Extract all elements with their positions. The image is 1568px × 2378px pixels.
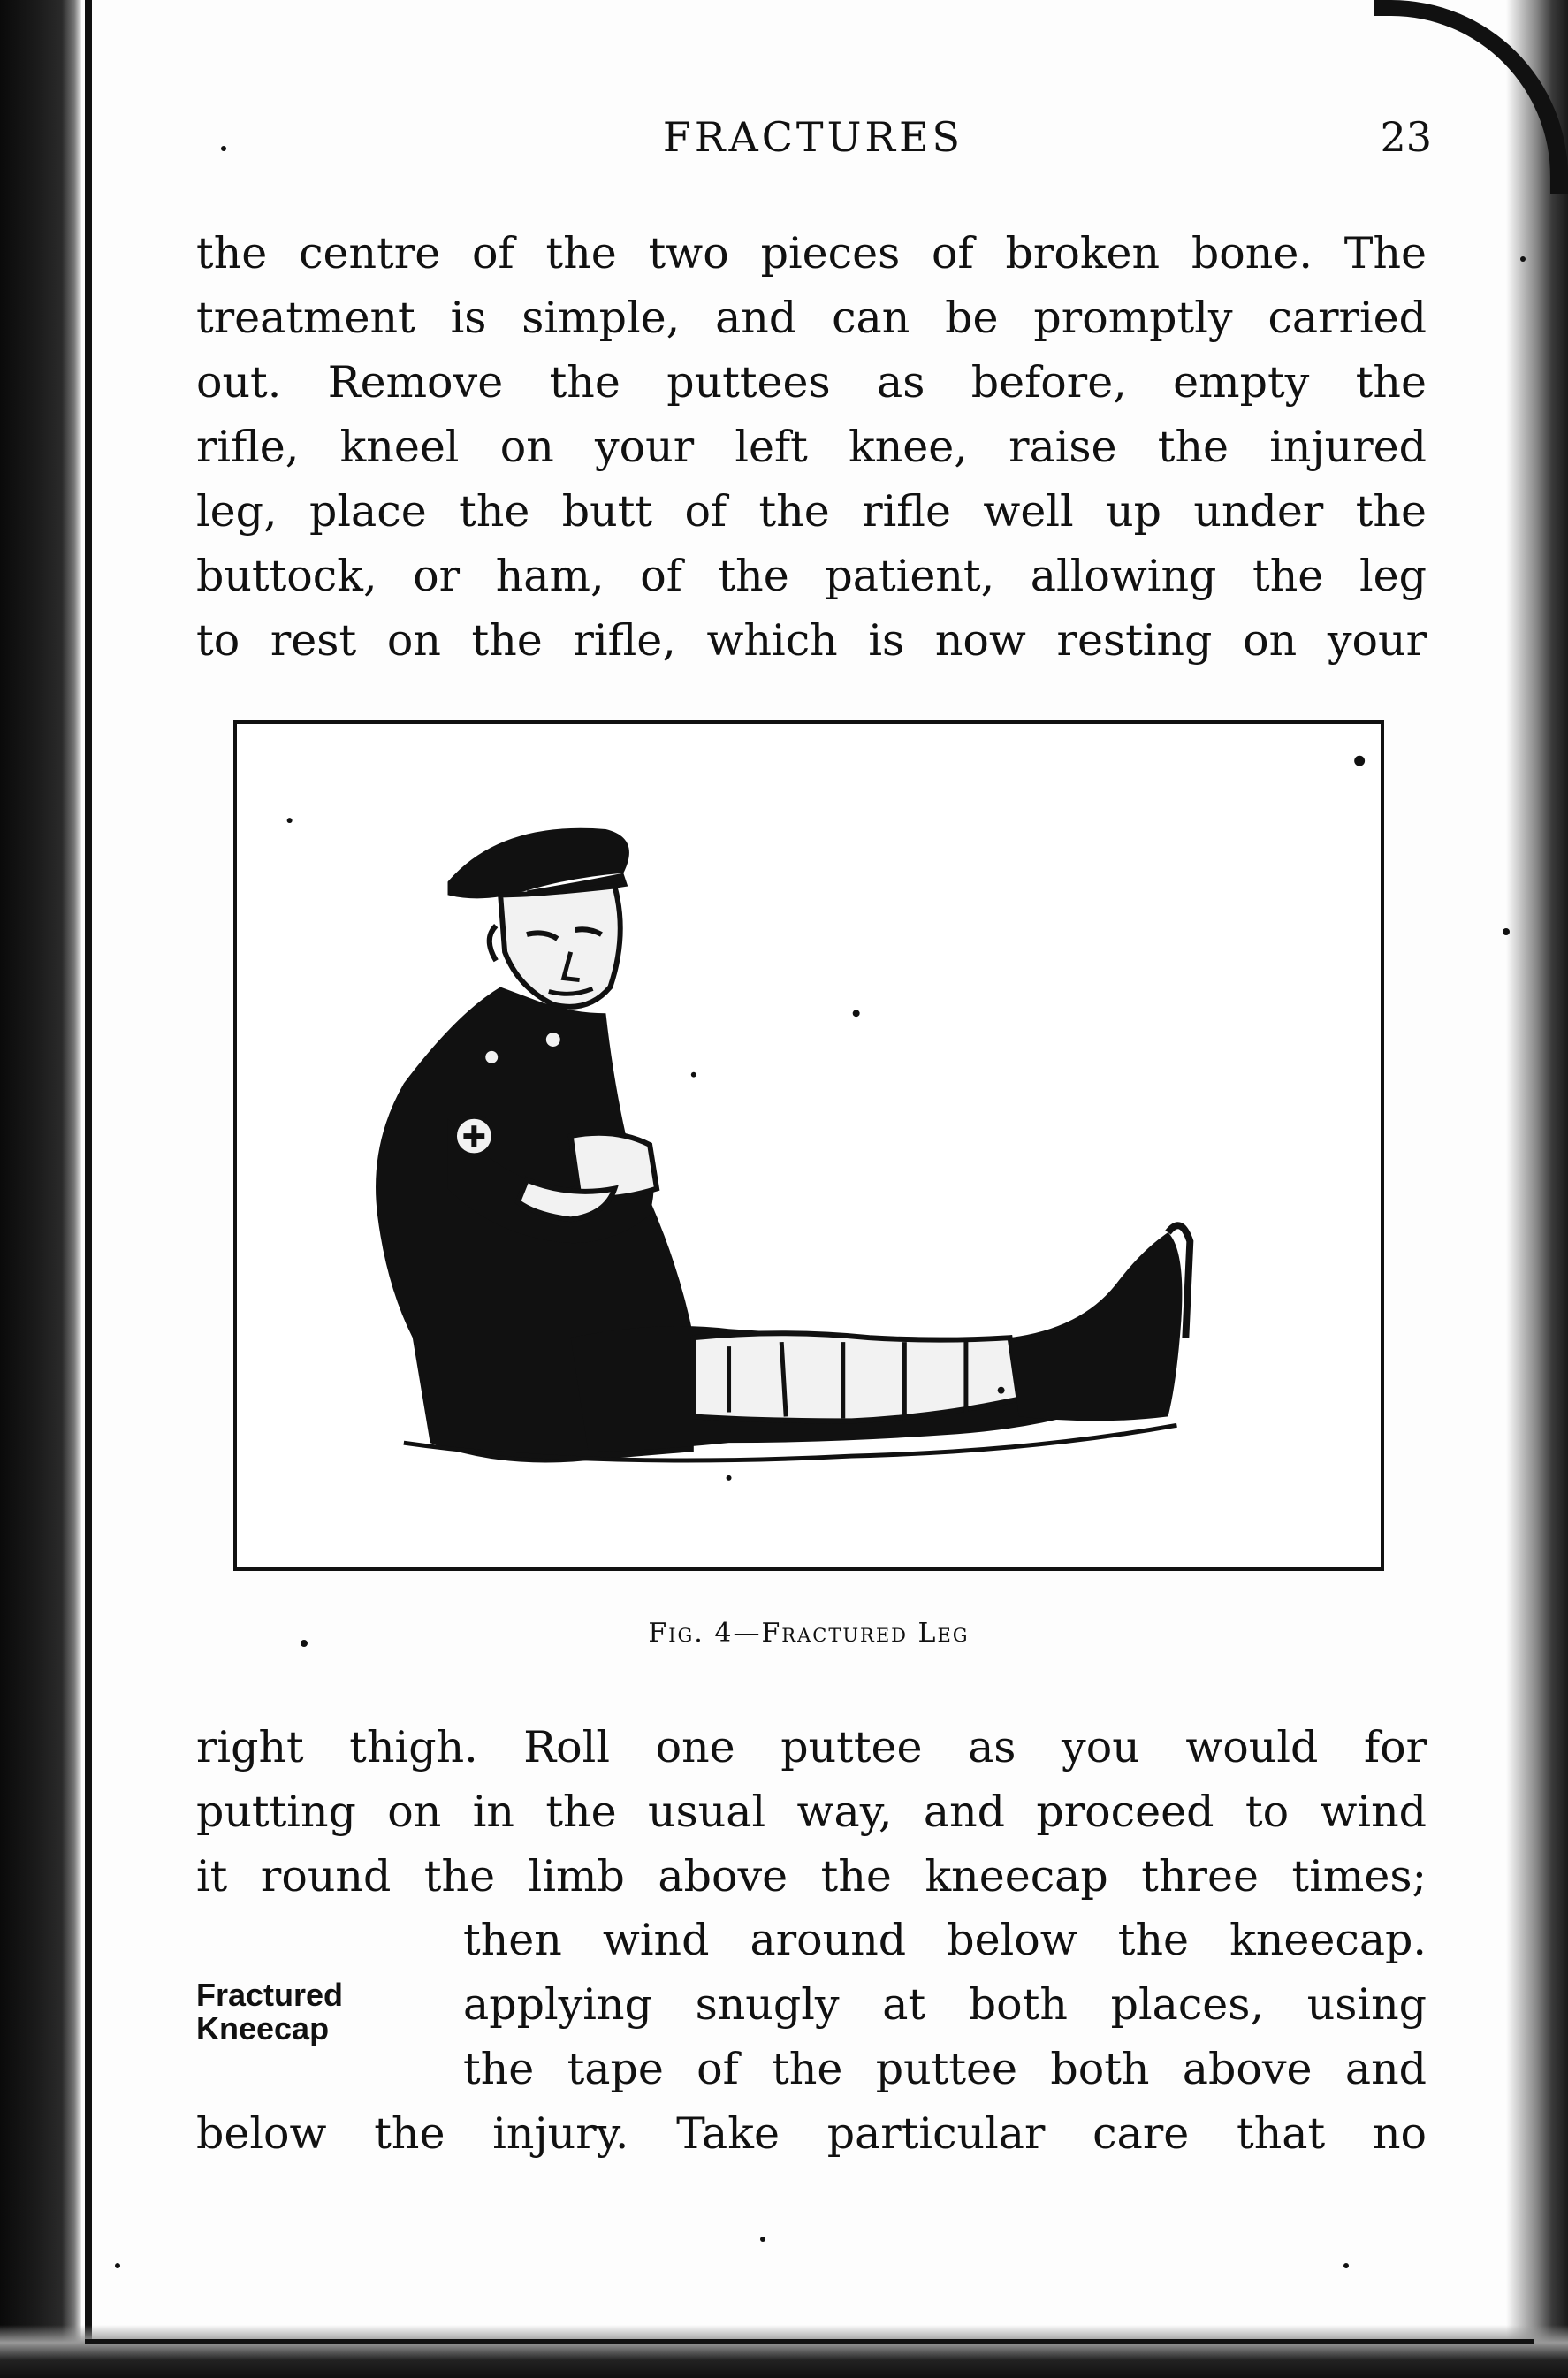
text-line: to rest on the rifle, which is now resting on your [196, 615, 1427, 666]
running-head: FRACTURES [662, 113, 964, 161]
figure-frame [233, 720, 1384, 1571]
binding-line [85, 0, 92, 2378]
figure-caption: Fig. 4—Fractured Leg [648, 1618, 970, 1649]
page-bottom-edge [0, 2325, 1568, 2378]
page-number: 23 [1380, 113, 1432, 161]
text-line: it round the limb above the kneecap three times; [196, 1851, 1427, 1902]
print-speck [1343, 2263, 1349, 2268]
text-line: out. Remove the puttees as before, empty the [196, 357, 1427, 408]
page-right-edge [1497, 0, 1568, 2378]
margin-note [196, 1978, 417, 2046]
page-header [194, 113, 1432, 166]
text-line: the centre of the two pieces of broken bone. The [196, 228, 1427, 278]
text-line: leg, place the butt of the rifle well up under the [196, 486, 1427, 537]
text-line: applying snugly at both places, using [463, 1979, 1427, 2030]
book-binding-edge [0, 0, 81, 2378]
paragraph-top [196, 221, 1427, 673]
paragraph-bottom [196, 1715, 1427, 1909]
print-speck [115, 2263, 120, 2268]
print-speck [1503, 928, 1510, 935]
margin-note-line: Fractured [196, 1977, 344, 2013]
print-speck [221, 146, 226, 151]
margin-note-line: Kneecap [196, 2010, 330, 2046]
print-speck [760, 2237, 765, 2242]
text-line: treatment is simple, and can be promptly carried [196, 293, 1427, 343]
print-speck [301, 1640, 308, 1647]
text-line: buttock, or ham, of the patient, allowing the leg [196, 551, 1427, 601]
text-line: the tape of the puttee both above and [463, 2044, 1427, 2094]
text-line: then wind around below the kneecap. [463, 1915, 1427, 1965]
text-line: rifle, kneel on your left knee, raise the injured [196, 422, 1427, 472]
bottom-rule [85, 2339, 1534, 2344]
seated-soldier-illustration [237, 724, 1381, 1567]
print-speck [1520, 256, 1526, 262]
text-line: right thigh. Roll one puttee as you would for [196, 1722, 1427, 1772]
text-line: below the injury. Take particular care that no [196, 2108, 1427, 2159]
text-line: putting on in the usual way, and proceed to wind [196, 1787, 1427, 1837]
